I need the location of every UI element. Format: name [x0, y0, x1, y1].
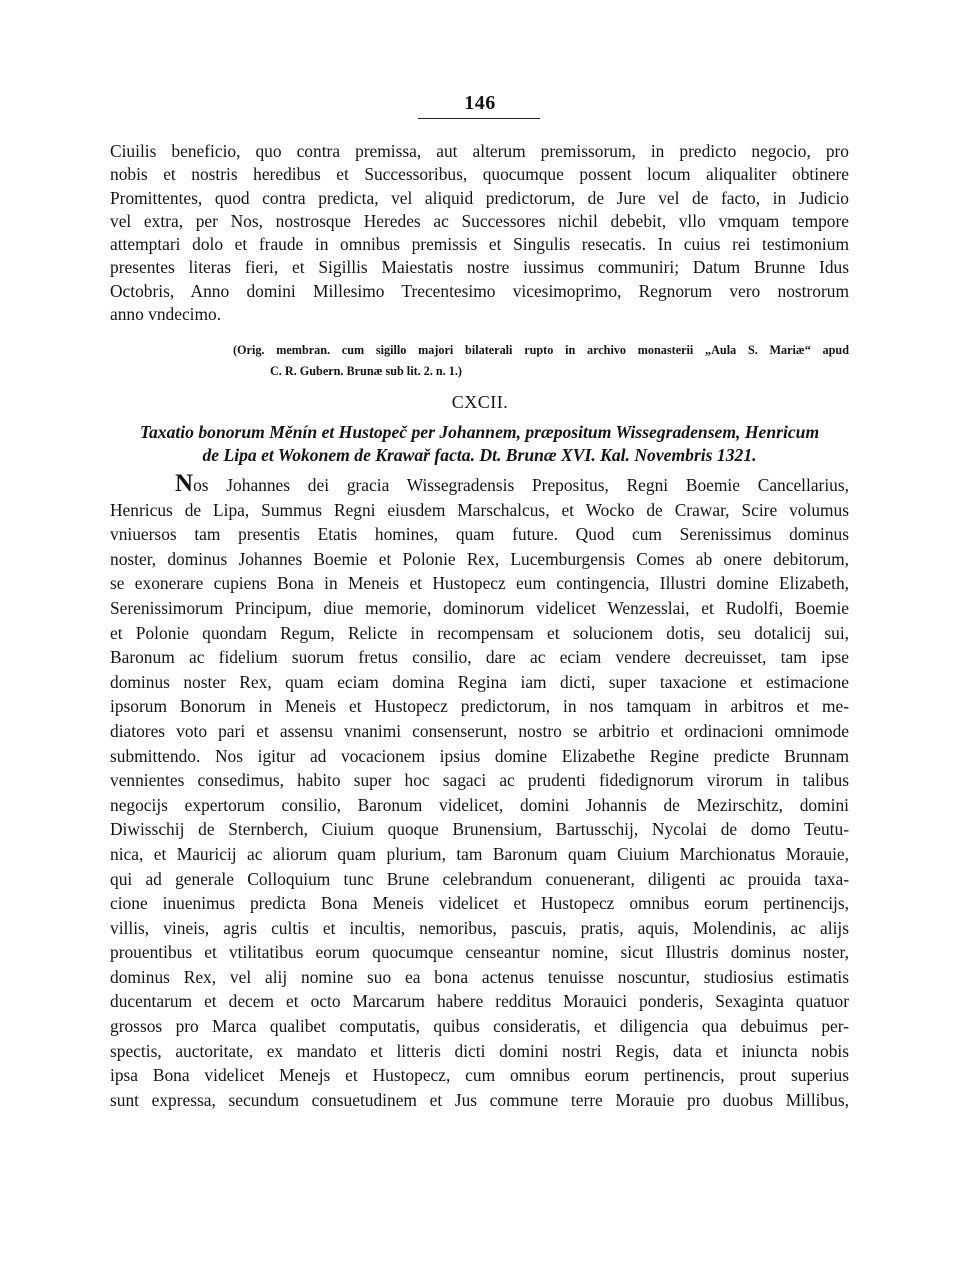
text-line: nica, et Mauricij ac aliorum quam plurium, tam Baronum quam Ciuium Marchionatus Morauie, — [110, 843, 849, 864]
text-line: se exonerare cupiens Bona in Meneis et Hustopecz eum contingencia, Illustri domine Elizabeth, — [110, 573, 849, 594]
text-line: qui ad generale Colloquium tunc Brune celebrandum conuenerant, diligenti ac prouida taxa- — [110, 868, 849, 889]
text-line: et Polonie quondam Regum, Relicte in recompensam et solucionem dotis, seu dotalicij sui, — [110, 622, 849, 643]
text-line: Promittentes, quod contra predicta, vel aliquid predictorum, de Jure vel de facto, in Judicio — [110, 187, 849, 208]
text-line: Baronum ac fidelium suorum fretus consilio, dare ac eciam vendere decreuisset, tam ipse — [110, 647, 849, 668]
text-line: Octobris, Anno domini Millesimo Trecentesimo vicesimoprimo, Regnorum vero nostrorum — [110, 280, 849, 301]
text-line: vel extra, per Nos, nostrosque Heredes ac Successores nichil debebit, vllo vmquam tempore — [110, 210, 849, 231]
page-number: 146 — [464, 92, 496, 114]
text-line: anno vndecimo. — [110, 304, 222, 325]
text-line: ipsa Bona videlicet Menejs et Hustopecz, cum omnibus eorum pertinencis, prout superius — [110, 1065, 849, 1086]
text-line-first — [110, 473, 849, 498]
text-line: prouentibus et vtilitatibus eorum quocumque censeantur nomine, sicut Illustris dominus noster, — [110, 942, 849, 963]
text-line: spectis, auctoritate, ex mandato et litteris dicti domini nostri Regis, data et iniuncta nobis — [110, 1040, 849, 1061]
text-line: Serenissimorum Principum, diue memorie, dominorum videlicet Wenzesslai, et Rudolfi, Boemie — [110, 597, 849, 618]
text-line: nobis et nostris heredibus et Successoribus, quocumque possent locum aliqualiter obtinere — [110, 164, 849, 185]
text-line: noster, dominus Johannes Boemie et Polonie Rex, Lucemburgensis Comes ab onere debitorum, — [110, 548, 849, 569]
text-line: submittendo. Nos igitur ad vocacionem ipsius domine Elizabethe Regine predicte Brunnam — [110, 745, 849, 766]
text-line: sunt expressa, secundum consuetudinem et Jus commune terre Morauie pro duobus Millibus, — [110, 1089, 849, 1110]
page-number-rule — [418, 118, 540, 119]
document-number: CXCII. — [451, 392, 509, 412]
first-line-text: os Johannes dei gracia Wissegradensis Prepositus, Regni Boemie Cancellarius, — [193, 475, 849, 495]
source-note-line: (Orig. membran. cum sigillo majori bilaterali rupto in archivo monasterii „Aula S. Mariæ“ apud — [233, 343, 849, 357]
body-paragraph-document — [110, 473, 849, 1112]
text-line: grossos pro Marca qualibet computatis, quibus consideratis, et diligencia qua debuimus per- — [110, 1016, 849, 1037]
text-line: ducentarum et decem et octo Marcarum habere redditus Morauici ponderis, Sexaginta quatuor — [110, 991, 849, 1012]
text-line: attemptari dolo et fraude in omnibus premissis et Singulis resecatis. In cuius rei testimonium — [110, 234, 849, 255]
text-line: ipsorum Bonorum in Meneis et Hustopecz predictorum, in nos tamquam in arbitros et me- — [110, 696, 849, 717]
text-line: presentes literas fieri, et Sigillis Maiestatis nostre iussimus communiri; Datum Brunne Idus — [110, 257, 849, 278]
source-note-line: C. R. Gubern. Brunæ sub lit. 2. n. 1.) — [270, 363, 462, 378]
text-line: Henricus de Lipa, Summus Regni eiusdem Marschalcus, et Wocko de Crawar, Scire volumus — [110, 499, 849, 520]
document-heading — [110, 421, 849, 467]
text-line: negocijs expertorum consilio, Baronum videlicet, domini Johannis de Mezirschitz, domini — [110, 794, 849, 815]
text-line: dominus Rex, vel alij nomine suo ea bona actenus tenuisse noscuntur, studiosius estimatis — [110, 966, 849, 987]
text-line: vniuersos tam presentis Etatis homines, quam future. Quod cum Serenissimus dominus — [110, 524, 849, 545]
heading-line: Taxatio bonorum Měnín et Hustopeč per Johannem, præpositum Wissegradensem, Henricum — [139, 422, 820, 442]
heading-line: de Lipa et Wokonem de Krawař facta. Dt. Brunæ XVI. Kal. Novembris 1321. — [202, 445, 757, 465]
text-line: Diwisschij de Sternberch, Ciuium quoque Brunensium, Bartusschij, Nycolai de domo Teutu- — [110, 819, 849, 840]
text-line: dominus noster Rex, quam eciam domina Regina iam dicti, super taxacione et estimacione — [110, 671, 849, 692]
text-line: vennientes consedimus, habito super hoc sagaci ac prudenti fidedignorum virorum in talibus — [110, 770, 849, 791]
text-line: cione inuenimus predicta Bona Meneis videlicet et Hustopecz omnibus eorum pertinencijs, — [110, 893, 849, 914]
text-line: villis, vineis, agris cultis et incultis, nemoribus, pascuis, pratis, aquis, Molendinis, ac alijs — [110, 917, 849, 938]
text-line: diatores voto pari et assensu vnanimi consenserunt, nostro se arbitrio et ordinacioni omnimode — [110, 720, 849, 741]
source-note — [233, 340, 849, 381]
text-line: Ciuilis beneficio, quo contra premissa, aut alterum premissorum, in predicto negocio, pro — [110, 141, 849, 161]
initial-letter: N — [175, 473, 194, 497]
body-paragraph-continuation — [110, 140, 849, 326]
